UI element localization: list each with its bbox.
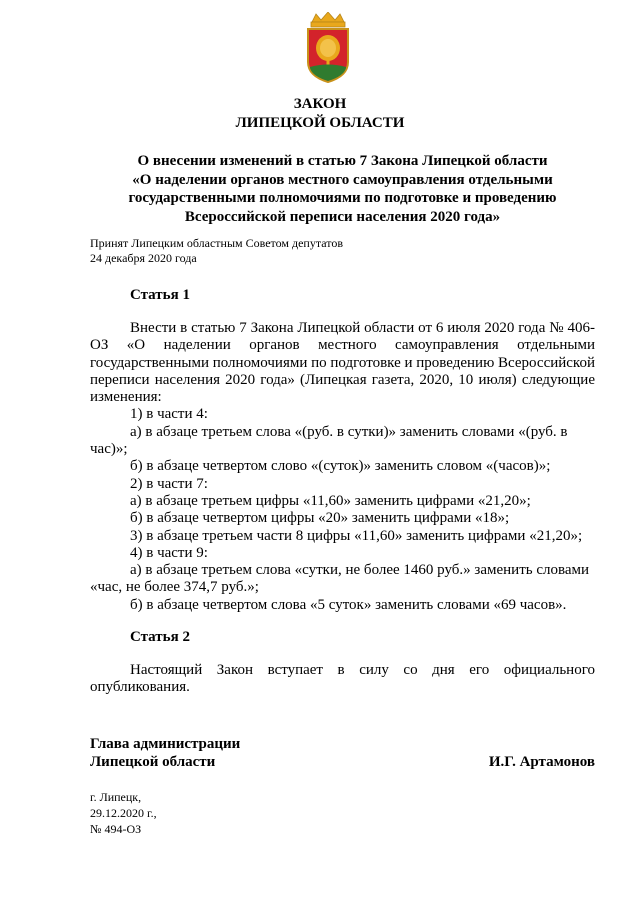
amendment-item: 4) в части 9: xyxy=(130,544,208,561)
amendment-item: а) в абзаце третьем слова «(руб. в сутки)» заменить словами «(руб. в час)»; xyxy=(90,423,568,458)
issue-date: 29.12.2020 г., xyxy=(90,806,157,820)
signatory-position xyxy=(90,735,240,771)
amendment-item: б) в абзаце четвертом цифры «20» заменить цифрами «18»; xyxy=(130,510,510,527)
law-number: № 494-ОЗ xyxy=(90,822,142,836)
article-1-heading: Статья 1 xyxy=(130,287,190,303)
article-2-heading: Статья 2 xyxy=(130,629,190,645)
article-1-body xyxy=(90,320,595,614)
article-2-body xyxy=(90,662,595,697)
article-2-text: Настоящий Закон вступает в силу со дня его официального опубликования. xyxy=(90,662,595,696)
issue-details xyxy=(90,789,157,837)
amendment-item: 1) в части 4: xyxy=(130,406,208,423)
amendment-item: а) в абзаце третьем цифры «11,60» заменить цифрами «21,20»; xyxy=(130,492,531,509)
amendment-item: 2) в части 7: xyxy=(130,475,208,492)
subject-line: Всероссийской переписи населения 2020 года» xyxy=(184,208,501,225)
law-region: ЛИПЕЦКОЙ ОБЛАСТИ xyxy=(235,115,405,131)
signatory-name: И.Г. Артамонов xyxy=(488,754,595,770)
adoption-body: Принят Липецким областным Советом депутатов xyxy=(90,236,344,250)
adoption-note xyxy=(90,236,343,266)
adoption-date: 24 декабря 2020 года xyxy=(90,251,197,265)
coat-of-arms-icon xyxy=(304,12,352,84)
law-title: ЗАКОН xyxy=(293,96,347,112)
amendment-item: б) в абзаце четвертом слово «(суток)» заменить словом «(часов)»; xyxy=(130,458,551,475)
amendment-item: а) в абзаце третьем слова «сутки, не более 1460 руб.» заменить словами «час, не более 374,7 руб.»; xyxy=(90,562,590,596)
law-subject xyxy=(90,152,595,226)
issue-city: г. Липецк, xyxy=(90,790,142,804)
article-1-intro: Внести в статью 7 Закона Липецкой области от 6 июля 2020 года № 406-ОЗ «О наделении органов местного самоуправления отдельными государственными полномочиями по подготовке и проведению Всероссийской переписи населения 2020 года» (Липецкая газета, 2020, 10 июля) следующие изменения: xyxy=(90,320,595,406)
amendment-item: б) в абзаце четвертом слова «5 суток» заменить словами «69 часов». xyxy=(130,596,567,613)
position-line: Глава администрации xyxy=(90,736,241,752)
amendment-item: 3) в абзаце третьем части 8 цифры «11,60» заменить цифрами «21,20»; xyxy=(130,527,583,544)
subject-line: «О наделении органов местного самоуправления отдельными xyxy=(132,171,553,188)
subject-line: государственными полномочиями по подготовке и проведению xyxy=(128,190,557,206)
position-line: Липецкой области xyxy=(90,754,216,770)
subject-line: О внесении изменений в статью 7 Закона Липецкой области xyxy=(137,153,548,169)
